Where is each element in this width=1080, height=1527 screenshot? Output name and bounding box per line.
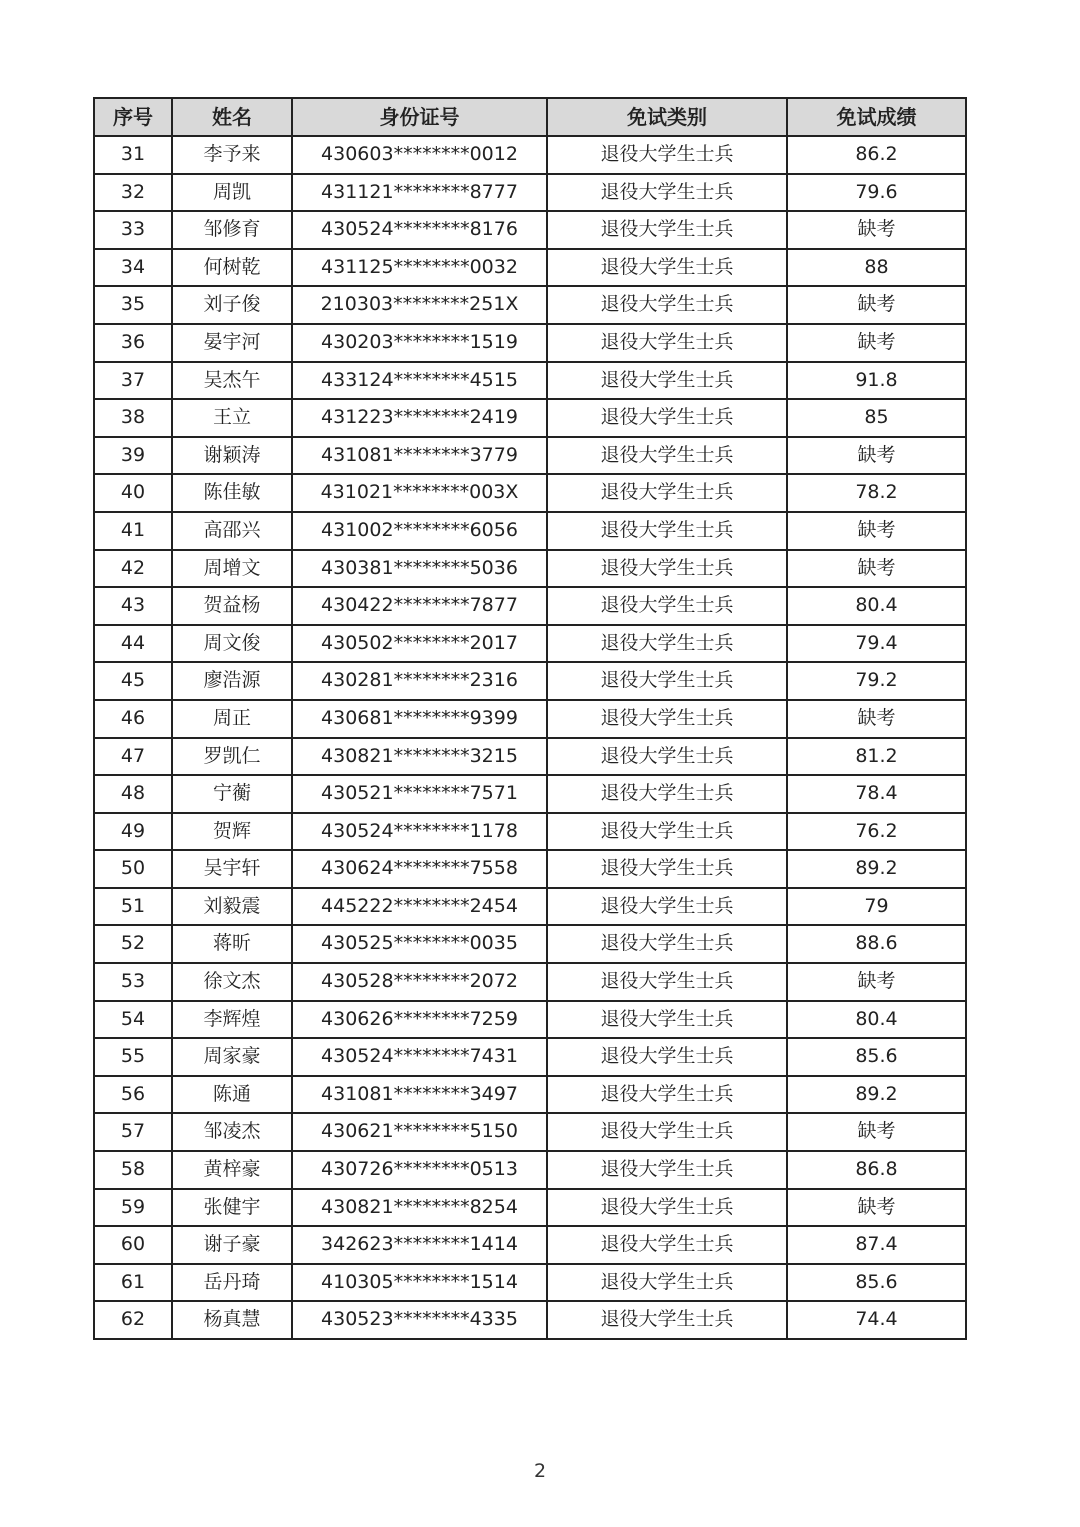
cell-id-number: 430621********5150 [292, 1113, 547, 1151]
cell-category: 退役大学生士兵 [547, 136, 787, 174]
table-row [94, 1301, 966, 1339]
cell-category: 退役大学生士兵 [547, 775, 787, 813]
cell-seq: 37 [94, 362, 172, 400]
cell-seq: 32 [94, 174, 172, 212]
cell-id-number: 410305********1514 [292, 1264, 547, 1302]
cell-seq: 39 [94, 437, 172, 475]
cell-id-number: 430681********9399 [292, 700, 547, 738]
cell-score: 87.4 [787, 1226, 966, 1264]
cell-seq: 62 [94, 1301, 172, 1339]
table-row [94, 700, 966, 738]
cell-score: 缺考 [787, 550, 966, 588]
cell-id-number: 430281********2316 [292, 662, 547, 700]
header-exempt-score: 免试成绩 [787, 98, 966, 136]
table-row [94, 437, 966, 475]
table-row [94, 850, 966, 888]
cell-name: 陈佳敏 [172, 474, 292, 512]
cell-seq: 60 [94, 1226, 172, 1264]
cell-name: 周正 [172, 700, 292, 738]
cell-seq: 57 [94, 1113, 172, 1151]
cell-id-number: 431125********0032 [292, 249, 547, 287]
cell-category: 退役大学生士兵 [547, 324, 787, 362]
cell-name: 刘毅震 [172, 888, 292, 926]
cell-category: 退役大学生士兵 [547, 512, 787, 550]
cell-category: 退役大学生士兵 [547, 362, 787, 400]
table-row [94, 813, 966, 851]
cell-id-number: 431121********8777 [292, 174, 547, 212]
cell-id-number: 445222********2454 [292, 888, 547, 926]
cell-seq: 38 [94, 399, 172, 437]
cell-category: 退役大学生士兵 [547, 700, 787, 738]
cell-score: 79.2 [787, 662, 966, 700]
cell-name: 李辉煌 [172, 1001, 292, 1039]
cell-id-number: 430726********0513 [292, 1151, 547, 1189]
cell-category: 退役大学生士兵 [547, 888, 787, 926]
cell-category: 退役大学生士兵 [547, 587, 787, 625]
cell-seq: 49 [94, 813, 172, 851]
cell-score: 85.6 [787, 1264, 966, 1302]
header-name: 姓名 [172, 98, 292, 136]
cell-seq: 45 [94, 662, 172, 700]
cell-seq: 34 [94, 249, 172, 287]
cell-name: 谢子豪 [172, 1226, 292, 1264]
table-row [94, 1226, 966, 1264]
cell-category: 退役大学生士兵 [547, 211, 787, 249]
cell-seq: 35 [94, 286, 172, 324]
cell-seq: 42 [94, 550, 172, 588]
cell-score: 缺考 [787, 1189, 966, 1227]
cell-id-number: 430821********8254 [292, 1189, 547, 1227]
cell-id-number: 431002********6056 [292, 512, 547, 550]
table-row [94, 362, 966, 400]
cell-category: 退役大学生士兵 [547, 925, 787, 963]
cell-category: 退役大学生士兵 [547, 1113, 787, 1151]
cell-id-number: 430626********7259 [292, 1001, 547, 1039]
cell-category: 退役大学生士兵 [547, 550, 787, 588]
cell-id-number: 430603********0012 [292, 136, 547, 174]
table-row [94, 625, 966, 663]
cell-score: 78.2 [787, 474, 966, 512]
table-row [94, 888, 966, 926]
table-row [94, 324, 966, 362]
cell-id-number: 433124********4515 [292, 362, 547, 400]
cell-score: 89.2 [787, 1076, 966, 1114]
cell-seq: 48 [94, 775, 172, 813]
cell-category: 退役大学生士兵 [547, 399, 787, 437]
cell-name: 王立 [172, 399, 292, 437]
table-row [94, 587, 966, 625]
cell-seq: 41 [94, 512, 172, 550]
cell-seq: 33 [94, 211, 172, 249]
cell-id-number: 210303********251X [292, 286, 547, 324]
cell-score: 86.8 [787, 1151, 966, 1189]
cell-score: 86.2 [787, 136, 966, 174]
cell-score: 缺考 [787, 286, 966, 324]
cell-name: 罗凯仁 [172, 738, 292, 776]
cell-seq: 31 [94, 136, 172, 174]
header-id-number: 身份证号 [292, 98, 547, 136]
cell-id-number: 430521********7571 [292, 775, 547, 813]
cell-seq: 51 [94, 888, 172, 926]
table-row [94, 738, 966, 776]
cell-score: 81.2 [787, 738, 966, 776]
table-row [94, 775, 966, 813]
cell-category: 退役大学生士兵 [547, 1301, 787, 1339]
cell-category: 退役大学生士兵 [547, 963, 787, 1001]
cell-seq: 59 [94, 1189, 172, 1227]
cell-id-number: 430203********1519 [292, 324, 547, 362]
cell-id-number: 430422********7877 [292, 587, 547, 625]
cell-seq: 53 [94, 963, 172, 1001]
cell-name: 周凯 [172, 174, 292, 212]
cell-category: 退役大学生士兵 [547, 1151, 787, 1189]
cell-name: 陈通 [172, 1076, 292, 1114]
header-seq: 序号 [94, 98, 172, 136]
cell-category: 退役大学生士兵 [547, 1076, 787, 1114]
table-row [94, 174, 966, 212]
cell-name: 李予来 [172, 136, 292, 174]
cell-name: 何树乾 [172, 249, 292, 287]
cell-name: 吴杰午 [172, 362, 292, 400]
table-row [94, 512, 966, 550]
cell-id-number: 430524********8176 [292, 211, 547, 249]
cell-id-number: 430502********2017 [292, 625, 547, 663]
cell-score: 缺考 [787, 700, 966, 738]
cell-seq: 61 [94, 1264, 172, 1302]
cell-score: 79 [787, 888, 966, 926]
cell-category: 退役大学生士兵 [547, 662, 787, 700]
cell-score: 缺考 [787, 437, 966, 475]
cell-name: 邹凌杰 [172, 1113, 292, 1151]
cell-name: 蒋昕 [172, 925, 292, 963]
cell-score: 91.8 [787, 362, 966, 400]
cell-name: 谢颖涛 [172, 437, 292, 475]
cell-category: 退役大学生士兵 [547, 850, 787, 888]
cell-id-number: 430523********4335 [292, 1301, 547, 1339]
cell-seq: 58 [94, 1151, 172, 1189]
cell-name: 周文俊 [172, 625, 292, 663]
cell-category: 退役大学生士兵 [547, 174, 787, 212]
cell-id-number: 431081********3497 [292, 1076, 547, 1114]
cell-name: 宁蘅 [172, 775, 292, 813]
cell-score: 85 [787, 399, 966, 437]
cell-category: 退役大学生士兵 [547, 1226, 787, 1264]
cell-score: 89.2 [787, 850, 966, 888]
cell-seq: 44 [94, 625, 172, 663]
table-row [94, 211, 966, 249]
cell-seq: 43 [94, 587, 172, 625]
cell-seq: 47 [94, 738, 172, 776]
cell-score: 79.4 [787, 625, 966, 663]
cell-category: 退役大学生士兵 [547, 1001, 787, 1039]
cell-seq: 52 [94, 925, 172, 963]
cell-seq: 54 [94, 1001, 172, 1039]
cell-seq: 56 [94, 1076, 172, 1114]
table-row [94, 1264, 966, 1302]
cell-category: 退役大学生士兵 [547, 286, 787, 324]
cell-id-number: 430524********7431 [292, 1038, 547, 1076]
cell-category: 退役大学生士兵 [547, 249, 787, 287]
cell-name: 贺益杨 [172, 587, 292, 625]
table-row [94, 1189, 966, 1227]
cell-id-number: 431021********003X [292, 474, 547, 512]
table-row [94, 1001, 966, 1039]
cell-id-number: 430528********2072 [292, 963, 547, 1001]
cell-category: 退役大学生士兵 [547, 625, 787, 663]
cell-score: 缺考 [787, 324, 966, 362]
cell-id-number: 431081********3779 [292, 437, 547, 475]
cell-score: 74.4 [787, 1301, 966, 1339]
cell-score: 76.2 [787, 813, 966, 851]
table-row [94, 662, 966, 700]
cell-name: 周增文 [172, 550, 292, 588]
table-row [94, 550, 966, 588]
cell-category: 退役大学生士兵 [547, 1038, 787, 1076]
cell-name: 贺辉 [172, 813, 292, 851]
cell-name: 杨真慧 [172, 1301, 292, 1339]
page-number: 2 [533, 1460, 547, 1482]
header-row [94, 98, 966, 136]
cell-score: 79.6 [787, 174, 966, 212]
cell-seq: 40 [94, 474, 172, 512]
cell-seq: 36 [94, 324, 172, 362]
cell-score: 缺考 [787, 963, 966, 1001]
cell-seq: 50 [94, 850, 172, 888]
cell-name: 岳丹琦 [172, 1264, 292, 1302]
cell-name: 廖浩源 [172, 662, 292, 700]
cell-name: 吴宇轩 [172, 850, 292, 888]
cell-id-number: 430381********5036 [292, 550, 547, 588]
cell-name: 高邵兴 [172, 512, 292, 550]
cell-category: 退役大学生士兵 [547, 1189, 787, 1227]
table-row [94, 136, 966, 174]
cell-score: 80.4 [787, 587, 966, 625]
cell-seq: 46 [94, 700, 172, 738]
cell-id-number: 430524********1178 [292, 813, 547, 851]
table-row [94, 1076, 966, 1114]
cell-score: 85.6 [787, 1038, 966, 1076]
cell-id-number: 342623********1414 [292, 1226, 547, 1264]
cell-category: 退役大学生士兵 [547, 474, 787, 512]
score-table [93, 97, 967, 1340]
cell-score: 缺考 [787, 211, 966, 249]
header-exempt-category: 免试类别 [547, 98, 787, 136]
cell-score: 78.4 [787, 775, 966, 813]
table-row [94, 399, 966, 437]
cell-score: 缺考 [787, 1113, 966, 1151]
cell-score: 88.6 [787, 925, 966, 963]
cell-category: 退役大学生士兵 [547, 738, 787, 776]
cell-id-number: 431223********2419 [292, 399, 547, 437]
cell-name: 徐文杰 [172, 963, 292, 1001]
cell-name: 周家豪 [172, 1038, 292, 1076]
cell-name: 张健宇 [172, 1189, 292, 1227]
cell-id-number: 430525********0035 [292, 925, 547, 963]
cell-category: 退役大学生士兵 [547, 1264, 787, 1302]
table-row [94, 963, 966, 1001]
table-row [94, 1113, 966, 1151]
table-row [94, 474, 966, 512]
cell-name: 晏宇河 [172, 324, 292, 362]
cell-category: 退役大学生士兵 [547, 437, 787, 475]
table-row [94, 925, 966, 963]
cell-score: 88 [787, 249, 966, 287]
cell-score: 缺考 [787, 512, 966, 550]
cell-name: 邹修育 [172, 211, 292, 249]
cell-id-number: 430624********7558 [292, 850, 547, 888]
table-row [94, 249, 966, 287]
cell-name: 黄梓豪 [172, 1151, 292, 1189]
table-body [94, 136, 966, 1339]
table-row [94, 286, 966, 324]
cell-id-number: 430821********3215 [292, 738, 547, 776]
cell-seq: 55 [94, 1038, 172, 1076]
cell-score: 80.4 [787, 1001, 966, 1039]
cell-category: 退役大学生士兵 [547, 813, 787, 851]
table-row [94, 1151, 966, 1189]
table-row [94, 1038, 966, 1076]
cell-name: 刘子俊 [172, 286, 292, 324]
